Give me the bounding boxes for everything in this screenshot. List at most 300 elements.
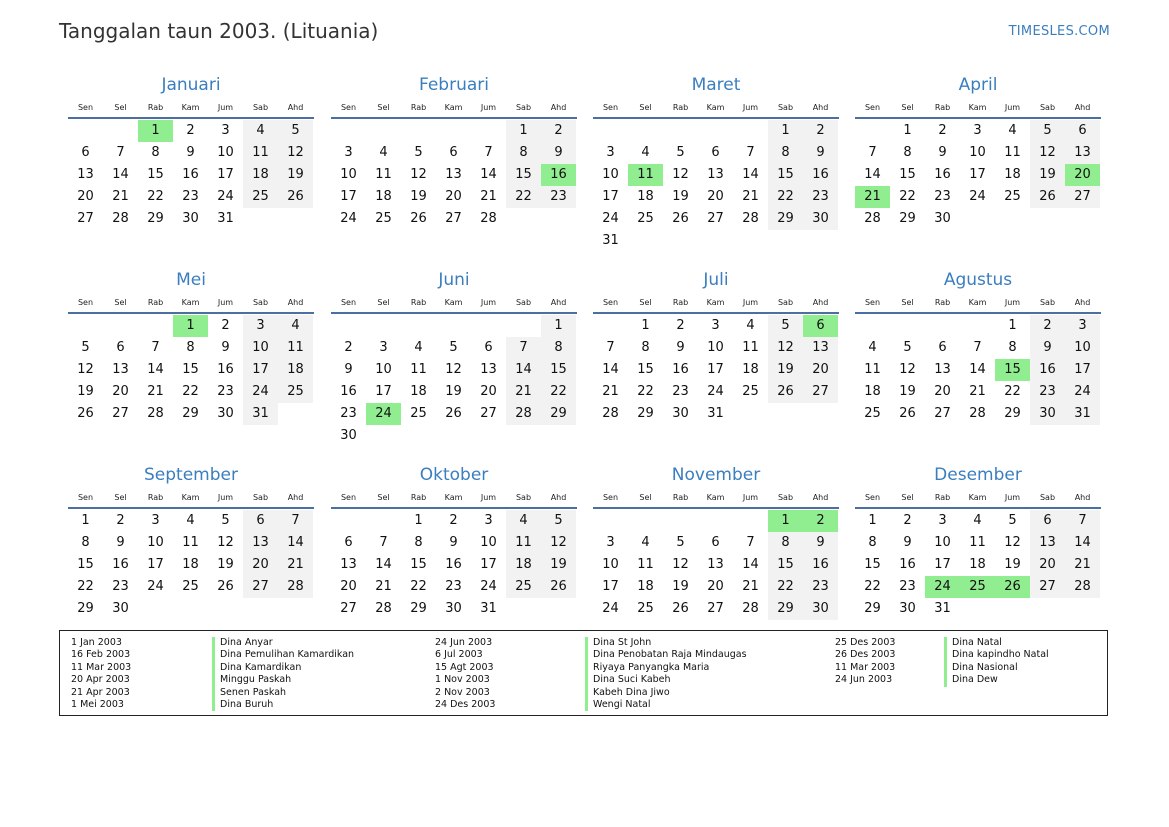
empty-cell xyxy=(103,120,138,142)
day-cell: 30 xyxy=(340,428,357,443)
day-cell: 28 xyxy=(742,601,759,616)
day-cell: 22 xyxy=(899,189,916,204)
day-cell: 30 xyxy=(1030,403,1065,425)
month-title: Juli xyxy=(703,270,729,290)
empty-cell xyxy=(663,510,698,532)
day-cell: 9 xyxy=(116,535,125,550)
day-cell: 7 xyxy=(1065,510,1100,532)
day-cell: 11 xyxy=(410,362,427,377)
weekday-header xyxy=(855,491,1101,505)
day-cell: 26 xyxy=(1030,186,1065,208)
day-cell: 10 xyxy=(340,167,357,182)
empty-cell xyxy=(698,120,733,142)
day-cell: 3 xyxy=(151,513,160,528)
day-cell: 5 xyxy=(541,510,576,532)
day-cell: 24 xyxy=(243,381,278,403)
empty-cell xyxy=(890,315,925,337)
day-cell: 19 xyxy=(672,579,689,594)
day-cell: 27 xyxy=(112,406,129,421)
day-cell: 21 xyxy=(1065,554,1100,576)
day-cell: 22 xyxy=(637,384,654,399)
day-cell: 19 xyxy=(541,554,576,576)
day-cell: 16 xyxy=(445,557,462,572)
day-cell: 10 xyxy=(934,535,951,550)
weekday-label: Sen xyxy=(602,298,619,307)
weekday-label: Sel xyxy=(114,493,127,502)
day-cell: 28 xyxy=(147,406,164,421)
weekday-label: Sel xyxy=(639,103,652,112)
holiday-name: Kabeh Dina Jiwo xyxy=(585,687,747,699)
holiday-date-column xyxy=(835,637,895,687)
holiday-date: 1 Mei 2003 xyxy=(71,699,124,711)
day-cell: 6 xyxy=(1030,510,1065,532)
day-cell: 15 xyxy=(77,557,94,572)
holiday-date: 1 Nov 2003 xyxy=(435,674,490,686)
day-cell: 8 xyxy=(541,337,576,359)
day-cell: 9 xyxy=(903,535,912,550)
day-cell: 25 xyxy=(506,576,541,598)
day-cell: 7 xyxy=(484,145,493,160)
day-cell: 20 xyxy=(77,189,94,204)
day-cell: 10 xyxy=(375,362,392,377)
day-cell: 29 xyxy=(147,211,164,226)
day-cell: 24 xyxy=(707,384,724,399)
day-cell: 9 xyxy=(803,532,838,554)
day-cell: 25 xyxy=(637,601,654,616)
day-cell: 12 xyxy=(672,557,689,572)
holiday-date-column xyxy=(71,637,131,711)
day-cell: 7 xyxy=(606,340,615,355)
day-cell: 8 xyxy=(868,535,877,550)
day-cell: 29 xyxy=(768,598,803,620)
day-cell: 18 xyxy=(506,554,541,576)
weekday-header xyxy=(331,296,577,310)
weekday-label: Sen xyxy=(340,298,357,307)
day-cell: 25 xyxy=(182,579,199,594)
holiday-cell: 15 xyxy=(995,359,1030,381)
day-cell: 30 xyxy=(112,601,129,616)
month-title: Januari xyxy=(161,75,221,95)
day-cell: 13 xyxy=(77,167,94,182)
holiday-cell: 24 xyxy=(925,576,960,598)
day-cell: 9 xyxy=(1030,337,1065,359)
day-cell: 22 xyxy=(768,186,803,208)
day-cell: 21 xyxy=(480,189,497,204)
day-cell: 28 xyxy=(1065,576,1100,598)
day-cell: 23 xyxy=(672,384,689,399)
weekday-label: Sen xyxy=(864,103,881,112)
holiday-name: Dina Natal xyxy=(944,637,1049,649)
day-cell: 24 xyxy=(340,211,357,226)
holiday-name: Senen Paskah xyxy=(212,687,354,699)
day-cell: 27 xyxy=(445,211,462,226)
holiday-date: 24 Jun 2003 xyxy=(435,637,493,648)
day-cell: 30 xyxy=(445,601,462,616)
day-cell: 15 xyxy=(410,557,427,572)
day-cell: 28 xyxy=(506,403,541,425)
day-cell: 19 xyxy=(217,557,234,572)
weekday-header xyxy=(68,296,314,310)
holiday-date: 25 Des 2003 xyxy=(835,637,896,648)
day-cell: 4 xyxy=(746,318,755,333)
day-cell: 4 xyxy=(506,510,541,532)
day-cell: 20 xyxy=(934,384,951,399)
day-cell: 27 xyxy=(803,381,838,403)
weekday-label: Ahd xyxy=(287,298,304,307)
day-cell: 20 xyxy=(803,359,838,381)
day-cell: 4 xyxy=(186,513,195,528)
weekday-label: Jum xyxy=(742,493,759,502)
day-cell: 29 xyxy=(768,208,803,230)
day-cell: 21 xyxy=(375,579,392,594)
holiday-cell: 25 xyxy=(960,576,995,598)
weekday-label: Sab xyxy=(252,103,269,112)
weekday-header xyxy=(593,491,839,505)
day-cell: 12 xyxy=(217,535,234,550)
day-cell: 15 xyxy=(147,167,164,182)
day-cell: 3 xyxy=(243,315,278,337)
day-cell: 15 xyxy=(768,554,803,576)
header-rule xyxy=(855,507,1101,509)
holiday-name-column xyxy=(944,637,1049,687)
weekday-label: Sen xyxy=(77,298,94,307)
holiday-name-column xyxy=(585,637,747,711)
weekday-label: Sab xyxy=(777,103,794,112)
day-cell: 24 xyxy=(217,189,234,204)
header-rule xyxy=(68,507,314,509)
day-cell: 8 xyxy=(903,145,912,160)
day-cell: 27 xyxy=(707,601,724,616)
day-cell: 29 xyxy=(1004,406,1021,421)
empty-cell xyxy=(733,120,768,142)
empty-cell xyxy=(506,315,541,337)
day-cell: 30 xyxy=(803,208,838,230)
day-cell: 10 xyxy=(1065,337,1100,359)
weekday-label: Rab xyxy=(147,493,164,502)
empty-cell xyxy=(925,315,960,337)
day-cell: 31 xyxy=(707,406,724,421)
day-cell: 4 xyxy=(414,340,423,355)
day-cell: 17 xyxy=(480,557,497,572)
day-cell: 13 xyxy=(112,362,129,377)
empty-cell xyxy=(366,510,401,532)
day-cell: 13 xyxy=(1030,532,1065,554)
weekday-label: Sen xyxy=(602,493,619,502)
month-desember xyxy=(855,390,1101,620)
header-rule xyxy=(68,117,314,119)
day-cell: 26 xyxy=(278,186,313,208)
day-cell: 14 xyxy=(602,362,619,377)
weekday-header xyxy=(331,101,577,115)
weekday-label: Sab xyxy=(1039,493,1056,502)
month-title: November xyxy=(671,465,761,485)
holiday-name-column xyxy=(212,637,354,711)
weekday-label: Rab xyxy=(672,493,689,502)
day-cell: 5 xyxy=(221,513,230,528)
day-cell: 9 xyxy=(221,340,230,355)
holiday-date-column xyxy=(435,637,495,711)
weekday-label: Rab xyxy=(410,103,427,112)
day-cell: 24 xyxy=(1065,381,1100,403)
empty-cell xyxy=(68,315,103,337)
header-rule xyxy=(593,117,839,119)
day-cell: 19 xyxy=(1030,164,1065,186)
holiday-cell: 1 xyxy=(768,510,803,532)
empty-cell xyxy=(663,120,698,142)
day-grid xyxy=(593,510,839,620)
day-cell: 5 xyxy=(1030,120,1065,142)
weekday-label: Kam xyxy=(968,103,987,112)
day-cell: 10 xyxy=(969,145,986,160)
day-cell: 16 xyxy=(217,362,234,377)
weekday-header xyxy=(593,296,839,310)
day-cell: 2 xyxy=(803,120,838,142)
day-cell: 23 xyxy=(803,186,838,208)
holiday-date: 24 Jun 2003 xyxy=(835,674,893,686)
day-cell: 8 xyxy=(641,340,650,355)
day-cell: 27 xyxy=(243,576,278,598)
day-cell: 22 xyxy=(147,189,164,204)
day-cell: 20 xyxy=(445,189,462,204)
day-cell: 27 xyxy=(707,211,724,226)
day-cell: 24 xyxy=(602,601,619,616)
weekday-label: Kam xyxy=(444,103,463,112)
day-cell: 24 xyxy=(602,211,619,226)
weekday-label: Kam xyxy=(968,298,987,307)
holiday-name: Dina Penobatan Raja Mindaugas xyxy=(585,649,747,661)
month-oktober xyxy=(331,390,577,620)
holiday-name: Dina Pemulihan Kamardikan xyxy=(212,649,354,661)
empty-cell xyxy=(960,315,995,337)
day-cell: 16 xyxy=(182,167,199,182)
day-cell: 6 xyxy=(938,340,947,355)
weekday-label: Rab xyxy=(672,298,689,307)
day-cell: 11 xyxy=(742,340,759,355)
month-title: Oktober xyxy=(419,465,489,485)
weekday-label: Ahd xyxy=(1074,298,1091,307)
holiday-cell: 26 xyxy=(995,576,1030,598)
day-cell: 15 xyxy=(768,164,803,186)
day-cell: 3 xyxy=(711,318,720,333)
empty-cell xyxy=(401,315,436,337)
month-title: Juni xyxy=(438,270,470,290)
day-cell: 30 xyxy=(217,406,234,421)
brand-link[interactable]: TIMESLES.COM xyxy=(1008,24,1110,39)
day-cell: 21 xyxy=(147,384,164,399)
holiday-name: Dina St John xyxy=(585,637,747,649)
holiday-cell: 11 xyxy=(628,164,663,186)
day-cell: 11 xyxy=(375,167,392,182)
day-cell: 17 xyxy=(707,362,724,377)
day-cell: 28 xyxy=(375,601,392,616)
weekday-label: Jum xyxy=(480,103,497,112)
day-cell: 25 xyxy=(243,186,278,208)
day-cell: 17 xyxy=(602,189,619,204)
day-cell: 4 xyxy=(379,145,388,160)
holiday-name: Dina Nasional xyxy=(944,662,1049,674)
day-cell: 1 xyxy=(903,123,912,138)
day-cell: 22 xyxy=(541,381,576,403)
day-cell: 1 xyxy=(506,120,541,142)
day-cell: 26 xyxy=(77,406,94,421)
holiday-name: Dina Anyar xyxy=(212,637,354,649)
empty-cell xyxy=(471,315,506,337)
holiday-date: 2 Nov 2003 xyxy=(435,686,490,698)
day-cell: 8 xyxy=(414,535,423,550)
holiday-date: 11 Mar 2003 xyxy=(835,661,896,673)
weekday-label: Jum xyxy=(742,103,759,112)
day-cell: 29 xyxy=(410,601,427,616)
day-cell: 26 xyxy=(541,576,576,598)
holiday-date: 11 Mar 2003 xyxy=(71,661,132,673)
day-cell: 15 xyxy=(637,362,654,377)
day-cell: 11 xyxy=(1004,145,1021,160)
day-cell: 25 xyxy=(742,384,759,399)
holiday-name: Dina Buruh xyxy=(212,699,354,711)
weekday-label: Sen xyxy=(864,298,881,307)
day-cell: 14 xyxy=(278,532,313,554)
weekday-label: Kam xyxy=(706,493,725,502)
weekday-label: Sel xyxy=(901,298,914,307)
weekday-label: Ahd xyxy=(287,493,304,502)
day-cell: 13 xyxy=(340,557,357,572)
weekday-label: Ahd xyxy=(812,493,829,502)
day-cell: 31 xyxy=(934,601,951,616)
holiday-name: Dina Kamardikan xyxy=(212,662,354,674)
day-cell: 15 xyxy=(541,359,576,381)
day-cell: 18 xyxy=(637,189,654,204)
day-cell: 3 xyxy=(1065,315,1100,337)
day-cell: 12 xyxy=(1030,142,1065,164)
day-cell: 11 xyxy=(243,142,278,164)
day-cell: 2 xyxy=(1030,315,1065,337)
day-cell: 1 xyxy=(768,120,803,142)
day-cell: 12 xyxy=(899,362,916,377)
day-cell: 9 xyxy=(541,142,576,164)
empty-cell xyxy=(366,120,401,142)
weekday-label: Kam xyxy=(968,493,987,502)
empty-cell xyxy=(366,315,401,337)
header-rule xyxy=(593,312,839,314)
holiday-cell: 1 xyxy=(138,120,173,142)
holiday-date: 16 Feb 2003 xyxy=(71,649,131,661)
day-cell: 27 xyxy=(934,406,951,421)
empty-cell xyxy=(471,120,506,142)
holiday-date: 15 Agt 2003 xyxy=(435,661,494,673)
weekday-label: Kam xyxy=(706,103,725,112)
weekday-label: Sen xyxy=(340,493,357,502)
day-cell: 2 xyxy=(903,513,912,528)
day-cell: 18 xyxy=(182,557,199,572)
day-cell: 24 xyxy=(969,189,986,204)
weekday-label: Kam xyxy=(181,103,200,112)
day-cell: 25 xyxy=(278,381,313,403)
day-cell: 16 xyxy=(803,164,838,186)
day-cell: 6 xyxy=(711,145,720,160)
day-cell: 17 xyxy=(934,557,951,572)
weekday-label: Sab xyxy=(252,493,269,502)
day-cell: 26 xyxy=(899,406,916,421)
day-cell: 24 xyxy=(147,579,164,594)
page-title: Tanggalan taun 2003. (Lituania) xyxy=(59,19,379,43)
day-cell: 9 xyxy=(803,142,838,164)
day-cell: 6 xyxy=(1065,120,1100,142)
day-cell: 29 xyxy=(637,406,654,421)
day-cell: 23 xyxy=(182,189,199,204)
day-cell: 27 xyxy=(480,406,497,421)
day-cell: 6 xyxy=(711,535,720,550)
day-cell: 15 xyxy=(899,167,916,182)
day-cell: 26 xyxy=(672,601,689,616)
day-cell: 2 xyxy=(344,340,353,355)
day-cell: 23 xyxy=(803,576,838,598)
day-cell: 10 xyxy=(602,167,619,182)
day-cell: 7 xyxy=(746,145,755,160)
day-cell: 21 xyxy=(506,381,541,403)
day-cell: 20 xyxy=(1030,554,1065,576)
holiday-cell: 16 xyxy=(541,164,576,186)
weekday-label: Ahd xyxy=(812,103,829,112)
day-cell: 12 xyxy=(77,362,94,377)
day-cell: 6 xyxy=(449,145,458,160)
weekday-header xyxy=(855,101,1101,115)
holiday-cell: 24 xyxy=(366,403,401,425)
day-cell: 22 xyxy=(1004,384,1021,399)
day-cell: 28 xyxy=(969,406,986,421)
header-rule xyxy=(331,312,577,314)
day-cell: 12 xyxy=(278,142,313,164)
day-cell: 5 xyxy=(414,145,423,160)
day-cell: 3 xyxy=(379,340,388,355)
month-title: Februari xyxy=(419,75,489,95)
day-cell: 2 xyxy=(186,123,195,138)
day-grid xyxy=(68,510,314,620)
day-cell: 21 xyxy=(742,579,759,594)
weekday-label: Kam xyxy=(181,298,200,307)
day-cell: 18 xyxy=(243,164,278,186)
day-cell: 21 xyxy=(112,189,129,204)
day-cell: 27 xyxy=(1030,576,1065,598)
month-title: Maret xyxy=(691,75,741,95)
day-cell: 18 xyxy=(278,359,313,381)
empty-cell xyxy=(628,120,663,142)
day-cell: 8 xyxy=(81,535,90,550)
weekday-label: Rab xyxy=(672,103,689,112)
day-cell: 10 xyxy=(707,340,724,355)
weekday-label: Sel xyxy=(114,298,127,307)
day-cell: 31 xyxy=(602,233,619,248)
day-cell: 2 xyxy=(938,123,947,138)
day-cell: 26 xyxy=(768,381,803,403)
weekday-header xyxy=(68,101,314,115)
weekday-label: Jum xyxy=(742,298,759,307)
day-cell: 23 xyxy=(899,579,916,594)
holiday-date: 1 Jan 2003 xyxy=(71,637,122,648)
header-rule xyxy=(331,117,577,119)
day-cell: 27 xyxy=(77,211,94,226)
day-cell: 4 xyxy=(243,120,278,142)
weekday-label: Sel xyxy=(377,298,390,307)
day-cell: 29 xyxy=(182,406,199,421)
day-cell: 23 xyxy=(1030,381,1065,403)
holiday-date: 21 Apr 2003 xyxy=(71,686,130,698)
empty-cell xyxy=(698,510,733,532)
day-cell: 13 xyxy=(480,362,497,377)
day-cell: 5 xyxy=(676,145,685,160)
day-cell: 25 xyxy=(410,406,427,421)
weekday-label: Sab xyxy=(515,493,532,502)
day-cell: 25 xyxy=(375,211,392,226)
